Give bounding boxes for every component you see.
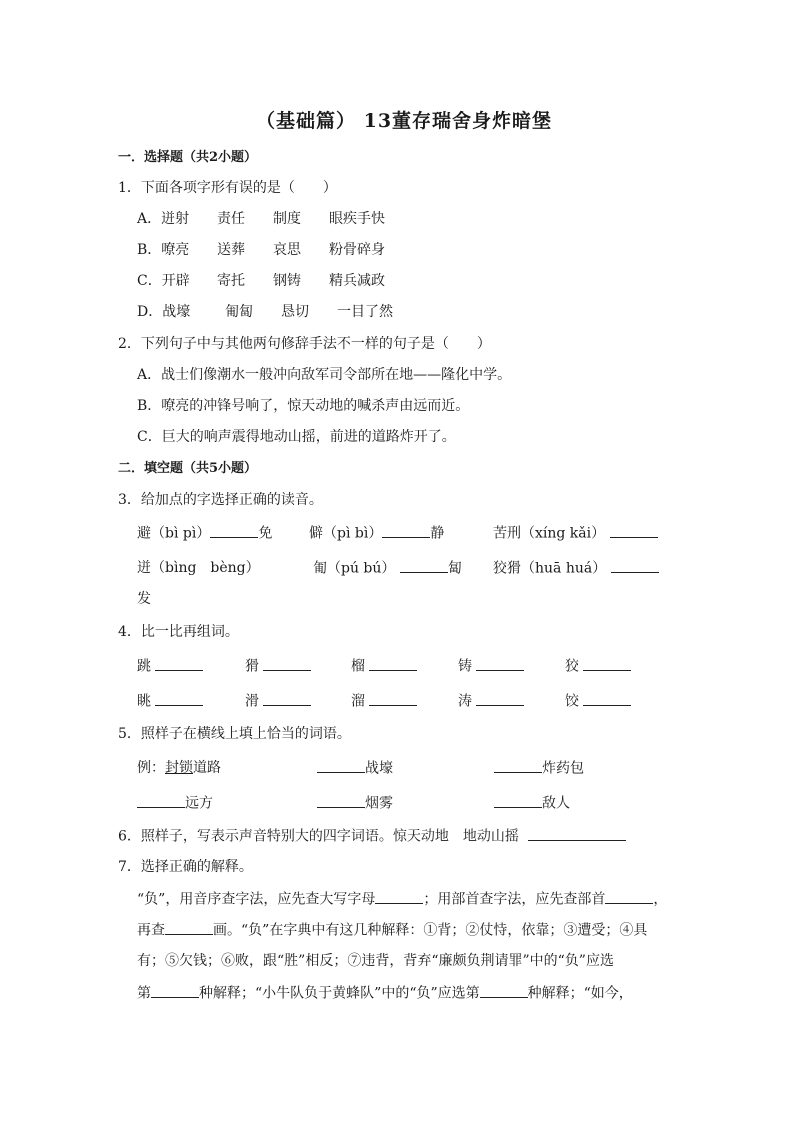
question-2-stem: 2．下列句子中与其他两句修辞手法不一样的句子是（ ） [118,336,491,352]
q1-a-word-3: 制度 [273,211,301,227]
q4-r2-c1-blank[interactable] [155,690,203,706]
q3-item-3 [493,522,658,543]
question-4-stem: 4．比一比再组词。 [118,624,239,640]
q7-blank-strokes[interactable] [165,919,213,935]
q4-r2-c3-blank[interactable] [369,690,417,706]
question-5-stem: 5．照样子在横线上填上恰当的词语。 [118,726,351,742]
q4-r1-c2 [245,655,311,676]
q3-item-1-blank[interactable] [210,522,258,538]
q3-item-5-blank[interactable] [400,557,448,573]
q5-item-3 [137,792,213,813]
q4-r2-c4 [458,690,524,711]
q4-r1-c1-blank[interactable] [155,655,203,671]
q5-item-2-word: 炸药包 [542,760,584,777]
q4-r2-c4-char: 涛 [458,693,472,710]
q7-line-4c: 种解释；“如今， [527,985,633,1002]
q1-b-word-2: 送葬 [217,242,245,258]
q4-r2-c5 [565,690,631,711]
q1-b-word-3: 哀思 [273,242,301,258]
q3-item-2 [309,522,444,543]
q4-r1-c5-blank[interactable] [583,655,631,671]
q3-item-4-pinyin: 迸（bìng bèng） [137,560,260,576]
q5-item-5-word: 敌人 [542,795,570,812]
q3-item-6-blank[interactable] [611,557,659,573]
q5-item-1-word: 战壕 [365,760,393,777]
q1-b-word-4: 粉骨碎身 [329,242,385,258]
q5-example [137,757,221,777]
q3-item-5 [313,557,462,578]
q7-line-1 [137,888,667,909]
q3-item-1-pinyin: 避（bì pì） [137,525,211,542]
q5-example-underlined: 封锁 [165,760,193,776]
question-6-text: 6．照样子，写表示声音特别大的四字词语。惊天动地 地动山摇 [118,828,519,845]
q7-blank-radical[interactable] [605,888,653,904]
q1-d-word-2: 匍匐 [225,304,253,320]
q5-item-1 [317,757,393,778]
q7-line-1a: “负”，用音序查字法，应先查大写字母 [137,891,376,908]
q1-c-word-2: 寄托 [217,273,245,289]
q1-c-word-4: 精兵减政 [329,273,385,289]
q4-r2-c2-char: 滑 [245,693,259,710]
q1-a-word-2: 责任 [217,211,245,227]
q7-blank-meaning-1[interactable] [151,982,199,998]
q7-line-1c: ， [653,891,668,908]
section-heading-fill: 二．填空题（共5小题） [118,461,258,476]
q5-item-2-blank[interactable] [494,757,542,773]
question-1-stem: 1．下面各项字形有误的是（ ） [118,180,337,196]
q4-r2-c3 [351,690,417,711]
q5-item-5-blank[interactable] [494,792,542,808]
q3-item-2-pinyin: 僻（pì bì） [309,525,383,542]
q7-line-4b: 种解释；“小牛队负于黄蜂队”中的“负”应选第 [199,985,480,1002]
q4-r2-c5-char: 饺 [565,693,579,710]
q7-line-4a: 第 [137,985,151,1002]
q4-r2-c1-char: 眺 [137,693,151,710]
q3-item-2-blank[interactable] [382,522,430,538]
q4-r1-c3-blank[interactable] [369,655,417,671]
q4-r1-c1-char: 跳 [137,658,151,675]
question-3-stem: 3．给加点的字选择正确的读音。 [118,492,323,508]
q3-item-4 [137,557,260,577]
q4-r2-c1 [137,690,203,711]
q5-item-3-word: 远方 [185,795,213,812]
q1-a-word-4: 眼疾手快 [329,211,385,227]
q5-item-2 [494,757,584,778]
q1-d-word-3: 恳切 [281,304,309,320]
q4-r1-c2-blank[interactable] [263,655,311,671]
section-heading-choice: 一．选择题（共2小题） [118,150,258,165]
q3-item-5-suffix: 匐 [447,560,462,577]
q3-item-5-pinyin: 匍（pú bú） [313,560,396,577]
q4-r1-c1 [137,655,203,676]
q5-item-4-word: 烟雾 [365,795,393,812]
q3-item-1 [137,522,272,543]
q1-d-word-1: D．战壕 [137,304,191,320]
q3-item-6-pinyin: 狡猾（huā huá） [493,560,607,577]
q1-c-word-1: C．开辟 [137,273,190,289]
q4-r1-c3 [351,655,417,676]
q4-r1-c4 [458,655,524,676]
q3-item-1-suffix: 免 [258,525,273,542]
q6-blank[interactable] [528,825,626,841]
q5-example-rest: 道路 [193,760,221,776]
q1-b-word-1: B．嘹亮 [137,242,190,258]
q2-option-b[interactable]: B．嘹亮的冲锋号响了，惊天动地的喊杀声由远而近。 [137,398,470,414]
q7-blank-meaning-2[interactable] [480,982,528,998]
q4-r2-c5-blank[interactable] [583,690,631,706]
q4-r2-c2 [245,690,311,711]
q3-item-2-suffix: 静 [430,525,445,542]
q4-r1-c2-char: 猾 [245,658,259,675]
q7-line-1b: ；用部首查字法，应先查部首 [423,891,606,908]
question-7-stem: 7．选择正确的解释。 [118,859,253,875]
q4-r1-c4-blank[interactable] [476,655,524,671]
q7-blank-letter[interactable] [375,888,423,904]
q3-row-3: 发 [137,591,151,607]
q4-r2-c2-blank[interactable] [263,690,311,706]
q7-line-3: 有；⑤欠钱；⑥败，跟“胜”相反；⑦违背，背弃“廉颇负荆请罪”中的“负”应选 [137,953,614,969]
q4-r2-c4-blank[interactable] [476,690,524,706]
q5-example-label: 例： [137,760,165,776]
q5-item-1-blank[interactable] [317,757,365,773]
q5-item-3-blank[interactable] [137,792,185,808]
q1-a-word-1: A．迸射 [137,211,190,227]
q2-option-c[interactable]: C．巨大的响声震得地动山摇，前进的道路炸开了。 [137,429,456,445]
q4-r1-c4-char: 铸 [458,658,472,675]
q4-r2-c3-char: 溜 [351,693,365,710]
q7-line-2a: 再查 [137,922,165,939]
q7-line-2 [137,919,647,940]
q2-option-a[interactable]: A．战士们像潮水一般冲向敌军司令部所在地——隆化中学。 [137,367,512,383]
q3-item-3-blank[interactable] [610,522,658,538]
page-title: （基础篇） 13董存瑞舍身炸暗堡 [256,110,553,132]
q5-item-5 [494,792,570,813]
q5-item-4 [317,792,393,813]
q7-line-4 [137,982,633,1003]
q4-r1-c3-char: 榴 [351,658,365,675]
q3-item-3-pinyin: 苦刑（xíng kǎi） [493,525,606,542]
q7-line-2b: 画。“负”在字典中有这几种解释：①背；②仗恃，依靠；③遭受；④具 [213,922,648,939]
q4-r1-c5-char: 狡 [565,658,579,675]
q3-item-6 [493,557,659,578]
q5-item-4-blank[interactable] [317,792,365,808]
q1-c-word-3: 钢铸 [273,273,301,289]
question-6 [118,825,626,846]
q1-d-word-4: 一目了然 [337,304,393,320]
q4-r1-c5 [565,655,631,676]
